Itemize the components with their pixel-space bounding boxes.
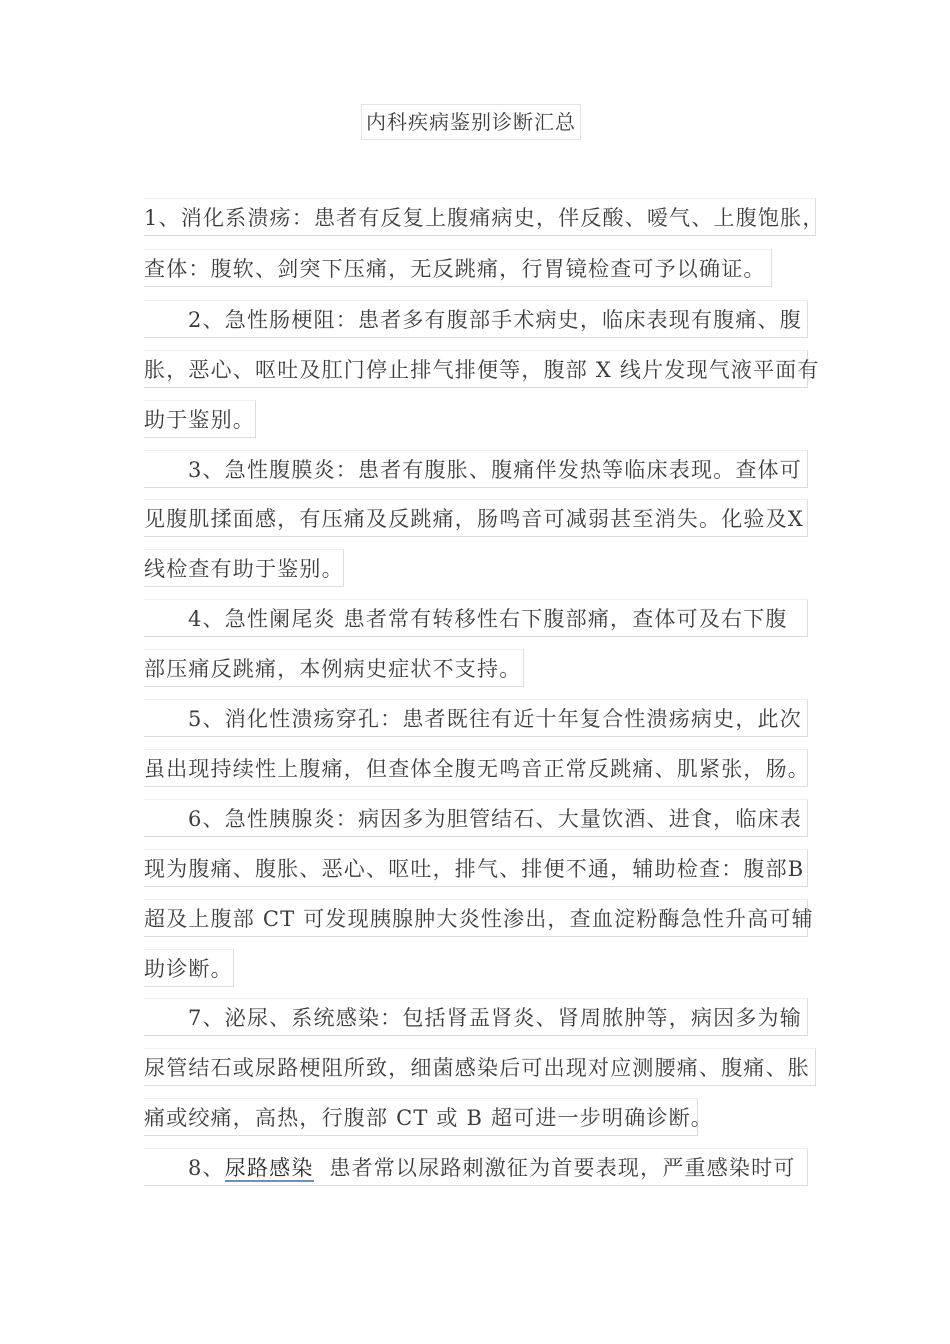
text-line-6: 3、急性腹膜炎：患者有腹胀、腹痛伴发热等临床表现。查体可 bbox=[144, 450, 808, 488]
text-line-18: 尿管结石或尿路梗阻所致，细菌感染后可出现对应测腰痛、腹痛、胀 bbox=[144, 1048, 816, 1086]
text-line-17: 7、泌尿、系统感染：包括肾盂肾炎、肾周脓肿等，病因多为输 bbox=[144, 998, 808, 1036]
text-line-20 bbox=[144, 1148, 808, 1186]
text-line-1: 1、消化系溃疡：患者有反复上腹痛病史，伴反酸、嗳气、上腹饱胀， bbox=[144, 198, 816, 236]
document-title: 内科疾病鉴别诊断汇总 bbox=[361, 104, 581, 140]
text-line-12: 虽出现持续性上腹痛，但查体全腹无鸣音正常反跳痛、肌紧张，肠。 bbox=[144, 749, 808, 787]
item-text: 患者常以尿路刺激征为首要表现，严重感染时可 bbox=[313, 1156, 796, 1180]
text-line-9: 4、急性阑尾炎 患者常有转移性右下腹部痛，查体可及右下腹 bbox=[144, 599, 808, 637]
text-line-14: 现为腹痛、腹胀、恶心、呕吐，排气、排便不通，辅助检查：腹部B bbox=[144, 849, 808, 887]
text-line-5: 助于鉴别。 bbox=[144, 400, 256, 438]
text-line-3: 2、急性肠梗阻：患者多有腹部手术病史，临床表现有腹痛、腹 bbox=[144, 300, 808, 338]
text-line-8: 线检查有助于鉴别。 bbox=[144, 549, 344, 587]
text-line-7: 见腹肌揉面感，有压痛及反跳痛，肠鸣音可减弱甚至消失。化验及X bbox=[144, 499, 808, 537]
text-line-13: 6、急性胰腺炎：病因多为胆管结石、大量饮酒、进食，临床表 bbox=[144, 799, 808, 837]
text-line-2: 查体：腹软、剑突下压痛，无反跳痛，行胃镜检查可予以确证。 bbox=[144, 249, 772, 287]
text-line-19: 痛或绞痛，高热，行腹部 CT 或 B 超可进一步明确诊断。 bbox=[144, 1098, 698, 1136]
text-line-11: 5、消化性溃疡穿孔：患者既往有近十年复合性溃疡病史，此次 bbox=[144, 699, 808, 737]
text-line-15: 超及上腹部 CT 可发现胰腺肿大炎性渗出，查血淀粉酶急性升高可辅 bbox=[144, 899, 808, 937]
text-line-16: 助诊断。 bbox=[144, 949, 234, 987]
text-line-10: 部压痛反跳痛，本例病史症状不支持。 bbox=[144, 649, 524, 687]
text-line-4: 胀，恶心、呕吐及肛门停止排气排便等，腹部 X 线片发现气液平面有 bbox=[144, 350, 808, 388]
item-number: 8、 bbox=[188, 1156, 225, 1180]
urinary-infection-link[interactable]: 尿路感染 bbox=[224, 1156, 314, 1180]
